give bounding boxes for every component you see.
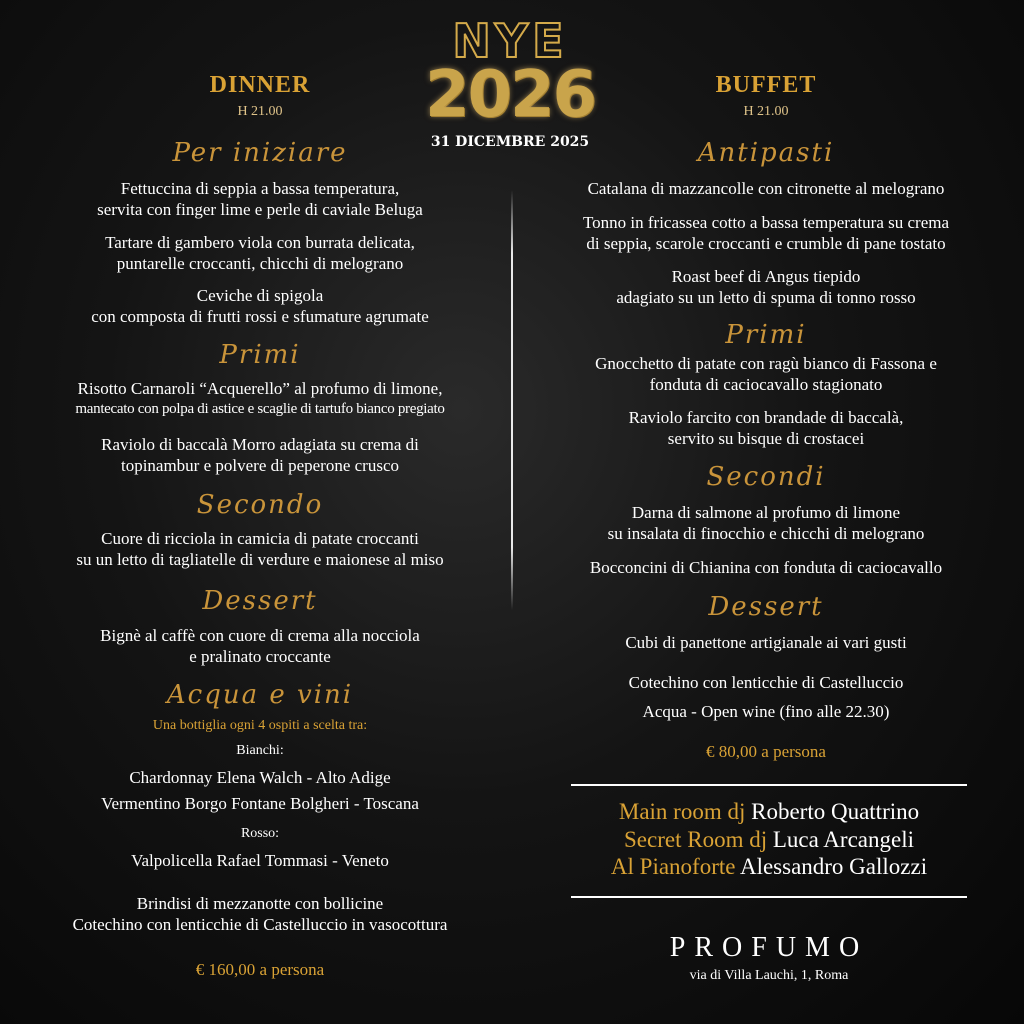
buffet-item — [516, 557, 1016, 578]
dinner-item — [10, 378, 510, 420]
dj-row — [571, 798, 967, 826]
section-title-starters: Per iniziare — [172, 138, 348, 168]
item-line: Brindisi di mezzanotte con bollicine — [136, 894, 384, 913]
venue-name: PROFUMO — [669, 932, 869, 963]
section-title-secondo: Secondo — [196, 490, 324, 520]
buffet-item — [516, 502, 1016, 544]
wine-item: Chardonnay Elena Walch - Alto Adige — [129, 768, 391, 787]
item-line: e pralinato croccante — [189, 647, 331, 666]
item-line: Gnocchetto di patate con ragù bianco di Fassona e — [595, 354, 937, 373]
dinner-price: € 160,00 a persona — [195, 960, 325, 979]
dinner-item — [10, 285, 510, 327]
dinner-item — [10, 434, 510, 476]
section-title-antipasti: Antipasti — [697, 138, 835, 168]
item-line: Tartare di gambero viola con burrata delicata, — [105, 233, 415, 252]
item-line: su insalata di finocchio e chicchi di melograno — [607, 524, 925, 543]
buffet-item — [516, 353, 1016, 395]
dinner-time: H 21.00 — [237, 104, 283, 119]
buffet-item — [516, 178, 1016, 199]
buffet-item — [516, 407, 1016, 449]
item-line: fonduta di caciocavallo stagionato — [649, 375, 883, 394]
item-line: Raviolo farcito con brandade di baccalà, — [628, 408, 904, 427]
item-line: Roast beef di Angus tiepido — [671, 267, 861, 286]
section-title-primi: Primi — [725, 320, 807, 350]
logo-nye-text: NYE — [452, 14, 568, 68]
reds-label: Rosso: — [240, 826, 280, 841]
section-title-wine: Acqua e vini — [166, 680, 354, 710]
item-line: mantecato con polpa di astice e scaglie di tartufo bianco pregiato — [75, 401, 445, 417]
item-line: con composta di frutti rossi e sfumature agrumate — [91, 307, 429, 326]
item-line: puntarelle croccanti, chicchi di melograno — [116, 254, 404, 273]
dj-role: Al Pianoforte — [610, 854, 736, 879]
item-line: servita con finger lime e perle di caviale Beluga — [97, 200, 423, 219]
divider-line — [571, 784, 967, 786]
dinner-title: DINNER — [209, 72, 311, 98]
dj-name: Alessandro Gallozzi — [739, 854, 928, 879]
section-title-primi: Primi — [219, 340, 301, 370]
dj-name: Luca Arcangeli — [772, 827, 914, 852]
dj-name: Roberto Quattrino — [751, 799, 920, 824]
item-line: Risotto Carnaroli “Acquerello” al profumo di limone, — [77, 379, 443, 398]
section-title-secondi: Secondi — [706, 462, 826, 492]
section-title-dessert: Dessert — [708, 592, 824, 622]
item-line: servito su bisque di crostacei — [667, 429, 865, 448]
item-line: Darna di salmone al profumo di limone — [631, 503, 901, 522]
item-line: Cotechino con lenticchie di Castelluccio in vasocottura — [72, 915, 448, 934]
dinner-item — [10, 625, 510, 667]
event-date: 31 DICEMBRE 2025 — [430, 134, 590, 150]
item-line: Raviolo di baccalà Morro adagiata su crema di — [101, 435, 419, 454]
dinner-item — [10, 178, 510, 220]
item-line: Ceviche di spigola — [196, 286, 324, 305]
venue-address: via di Villa Lauchi, 1, Roma — [689, 968, 849, 983]
item-line: di seppia, scarole croccanti e crumble di pane tostato — [586, 234, 946, 253]
buffet-item: Cubi di panettone artigianale ai vari gusti — [625, 633, 907, 652]
item-line: Catalana di mazzancolle con citronette al melograno — [587, 179, 945, 198]
dinner-item — [10, 232, 510, 274]
column-divider — [511, 190, 513, 610]
logo-year-text: 2026 — [424, 58, 596, 132]
item-line: Cuore di ricciola in camicia di patate croccanti — [101, 529, 419, 548]
divider-line — [571, 896, 967, 898]
dj-row — [571, 853, 967, 881]
item-line: adagiato su un letto di spuma di tonno rosso — [616, 288, 916, 307]
buffet-item — [516, 266, 1016, 308]
wine-item: Valpolicella Rafael Tommasi - Veneto — [131, 851, 389, 870]
buffet-title: BUFFET — [715, 72, 817, 98]
wine-item: Vermentino Borgo Fontane Bolgheri - Toscana — [101, 794, 419, 813]
buffet-time: H 21.00 — [743, 104, 789, 119]
item-line: su un letto di tagliatelle di verdure e maionese al miso — [76, 550, 444, 569]
item-line: Tonno in fricassea cotto a bassa temperatura su crema — [582, 213, 950, 232]
dj-role: Secret Room dj — [624, 827, 768, 852]
dinner-closing — [10, 893, 510, 935]
section-title-dessert: Dessert — [202, 586, 318, 616]
buffet-item: Cotechino con lenticchie di Castelluccio — [628, 673, 904, 692]
dinner-item — [10, 528, 510, 570]
dj-role: Main room dj — [618, 799, 746, 824]
buffet-item — [516, 212, 1016, 254]
item-line: topinambur e polvere di peperone crusco — [120, 456, 400, 475]
buffet-price: € 80,00 a persona — [706, 742, 826, 761]
item-line: Bignè al caffè con cuore di crema alla nocciola — [100, 626, 420, 645]
item-line: Fettuccina di seppia a bassa temperatura, — [120, 179, 400, 198]
buffet-item: Acqua - Open wine (fino alle 22.30) — [642, 702, 890, 721]
wine-note: Una bottiglia ogni 4 ospiti a scelta tra: — [152, 718, 368, 733]
dj-row — [571, 826, 967, 854]
item-line: Bocconcini di Chianina con fonduta di caciocavallo — [589, 558, 943, 577]
whites-label: Bianchi: — [236, 743, 284, 758]
